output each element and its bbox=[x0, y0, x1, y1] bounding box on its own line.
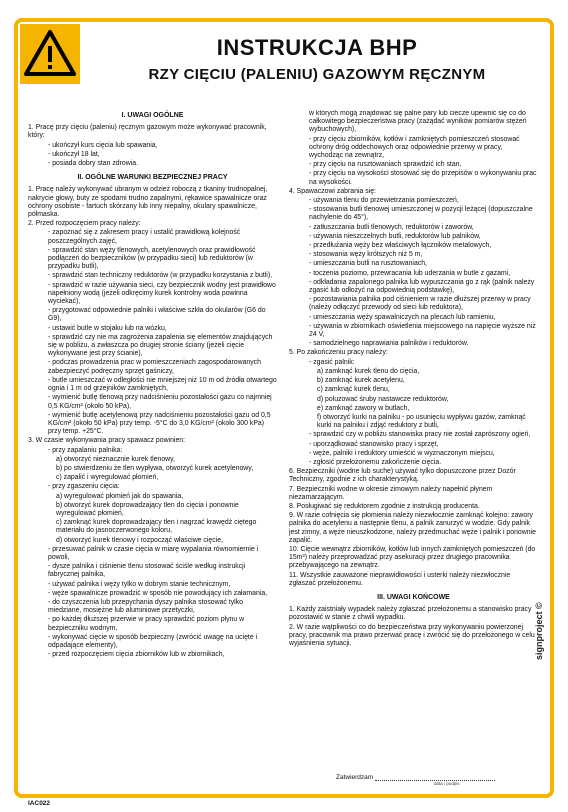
list-subitem: - umieszczania butli na rusztowaniach, bbox=[309, 260, 427, 268]
list-subitem: - przy cięciu na wysokości stosować się do przepisów o wykonywaniu prac na wysokości. bbox=[309, 170, 537, 186]
list-item: 11. Wszystkie zauważone nieprawidłowości i usterki należy niezwłocznie zgłaszać przełożonemu. bbox=[289, 571, 511, 587]
list-subitem: - przy cięciu na rusztowaniach sprawdzić ich stan, bbox=[309, 161, 462, 169]
list-subitem: - zapoznać się z zakresem pracy i ustalić prawidłową kolejność poszczególnych zajęć, bbox=[48, 229, 241, 245]
list-subitem: - po każdej dłuższej przerwie w pracy sprawdzić poziom płynu w bezpieczniku wodnym, bbox=[48, 616, 245, 632]
list-item: 5. Po zakończeniu pracy należy: bbox=[289, 349, 388, 357]
list-item: 4. Spawaczowi zabrania się: bbox=[289, 187, 376, 195]
list-subsubitem: e) zamknąć zawory w butlach, bbox=[317, 404, 410, 412]
list-subsubitem: b) otworzyć kurek doprowadzający tlen do cięcia i ponownie wyregulować płomień, bbox=[56, 501, 239, 517]
list-subsubitem: d) otworzyć kurek tlenowy i rozpocząć właściwe cięcie, bbox=[56, 536, 223, 544]
list-subitem: - sprawdzić w razie używania sieci, czy bezpiecznik wodny jest prawidłowo napełniony wodą (jeżeli odkręcimy kurek kontrolny woda powinna wyciekać), bbox=[48, 281, 276, 306]
list-subitem: - przedłużania węży bez właściwych łączników metalowych, bbox=[309, 242, 492, 250]
list-subitem: - przygotować odpowiednie palniki i właściwe szkła do okularów (G6 do G9), bbox=[48, 307, 266, 323]
list-subsubitem: a) zamknąć kurek tlenu do cięcia, bbox=[317, 367, 420, 375]
list-subitem: - używania nieszczelnych butli, reduktorów lub palników, bbox=[309, 232, 481, 240]
list-subitem: - sprawdzić stan węży tlenowych, acetylenowych oraz prawidłowość podłączeń do bezpieczników (w przypadku sieci) lub reduktorów (w przypadku butli), bbox=[48, 246, 256, 271]
list-subitem: - odkładania zapalonego palnika lub wypuszczania go z rąk (palnik należy zgasić lub odłożyć na odpowiednią podstawkę), bbox=[309, 278, 535, 295]
brand-label: signproject © bbox=[534, 602, 544, 660]
list-subsubitem: b) po stwierdzeniu że tlen wypływa, otworzyć kurek acetylenowy, bbox=[56, 464, 254, 472]
warning-triangle-icon bbox=[20, 24, 80, 84]
list-subsubitem: c) zamknąć kurek doprowadzający tlen i nagrzać krawędź ciętego materiału do jasnoczerwonego koloru, bbox=[56, 519, 257, 535]
signature-block bbox=[336, 774, 528, 786]
section-heading: I. UWAGI OGÓLNE bbox=[121, 112, 184, 119]
document-code: IAC022 bbox=[28, 800, 51, 807]
list-subitem: - przy cięciu zbiorników, kotłów i zamkniętych pomieszczeń stosować ochrony dróg oddechowych oraz odpowiednie przerwy w pracy, wychodząc na zewnątrz, bbox=[309, 135, 520, 160]
left-column bbox=[28, 110, 277, 762]
list-subitem: - dysze palnika i ciśnienie tlenu stosować ściśle według instrukcji fabrycznej palnika, bbox=[48, 563, 246, 579]
list-item: 1. Każdy zaistniały wypadek należy zgłaszać przełożonemu a stanowisko pracy pozostawić w stanie z chwili wypadku. bbox=[289, 606, 532, 622]
list-subitem: - umieszczania węży spawalniczych na plecach lub ramieniu, bbox=[309, 313, 496, 321]
list-subitem: w których mogą znajdować się palne pary lub ciecze upewnić się co do całkowitego bezpieczeństwa pracy (zażądać wyników pomiarów stężeń wybuchowych), bbox=[309, 110, 527, 134]
section-heading: III. UWAGI KOŃCOWE bbox=[377, 593, 450, 601]
right-column bbox=[289, 110, 538, 762]
signature-label: Zatwierdzam bbox=[336, 774, 374, 781]
list-subitem: - przy zapalaniu palnika: bbox=[48, 446, 123, 454]
list-subitem: - wymienić butlę acetylenową przy nadciśnieniu pozostałości gazu od 0,5 KG/cm² (około 50 kPa) przy temp. -5°C do 3,0 KG/cm² (około 300 kPa) przy temp. +25°C. bbox=[48, 411, 271, 436]
list-subitem: - stosowania węży krótszych niż 5 m, bbox=[309, 251, 423, 259]
list-subitem: - stosowania butli tlenowej umieszczonej w pozycji leżącej (dopuszczalne nachylenie do 45°), bbox=[309, 206, 533, 222]
list-subitem: - uporządkować stanowisko pracy i sprzęt, bbox=[309, 440, 439, 448]
document-title: INSTRUKCJA BHP bbox=[216, 35, 418, 60]
content-columns bbox=[28, 110, 538, 762]
document-subtitle: RZY CIĘCIU (PALENIU) GAZOWYM RĘCZNYM bbox=[148, 66, 486, 83]
list-subitem: - wymienić butlę tlenową przy nadciśnieniu pozostałości gazu co najmniej 0,5 KG/cm² (około 50 kPa), bbox=[48, 394, 272, 410]
list-subitem: - używania tlenu do przewietrzania pomieszczeń, bbox=[309, 197, 459, 205]
list-subitem: - pozostawiania palnika pod ciśnieniem w razie dłuższej przerwy w pracy (należy odłączyć przewody od sieci lub reduktora), bbox=[309, 296, 531, 312]
list-subsubitem: a) wyregulować płomień jak do spawania, bbox=[56, 492, 184, 500]
signature-note: data i podpis bbox=[434, 781, 460, 786]
list-subitem: - wykonywać cięcie w sposób bezpieczny (zwrócić uwagę na ucięte i odpadające elementy), bbox=[48, 633, 258, 649]
list-subitem: - sprawdzić stan techniczny reduktorów (w przypadku korzystania z butli), bbox=[48, 272, 273, 280]
list-subitem: - ustawić butle w stojaku lub na wózku, bbox=[48, 324, 167, 332]
list-subitem: - ukończył 18 lat, bbox=[48, 150, 100, 158]
list-subitem: - zgasić palnik: bbox=[309, 358, 355, 366]
list-subsubitem: d) poluzować śruby nastawcze reduktorów, bbox=[317, 395, 449, 403]
list-subitem: - przy zgaszeniu cięcia: bbox=[48, 483, 120, 491]
list-subitem: - posiada dobry stan zdrowia. bbox=[48, 160, 139, 168]
list-subitem: - toczenia poziomo, przewracania lub uderzania w butle z gazami, bbox=[309, 269, 511, 277]
list-subitem: - używać palnika i węży tylko w dobrym stanie technicznym, bbox=[48, 580, 231, 588]
list-item: 7. Bezpieczniki wodne w okresie zimowym należy napełnić płynem niezamarzającym. bbox=[289, 485, 493, 501]
warning-sign bbox=[20, 24, 80, 84]
list-item: 9. W razie cofnięcia się płomienia należy niezwłocznie zamknąć kolejno: zawory palnika do acetylenu a następnie tlenu, a palnik zanurzyć w wodzie. Gdy palnik jest zimny, a węże nieuszkodzone, należy przedmuchać węże i palnik i ponownie zapalić. bbox=[289, 512, 536, 544]
list-item: 6. Bezpieczniki (wodne lub suche) używać tylko dopuszczone przez Dozór Techniczny, zgodnie z ich charakterystyką. bbox=[289, 468, 516, 484]
list-item: 3. W czasie wykonywania pracy spawacz powinien: bbox=[28, 437, 186, 445]
list-subsubitem: c) zapalić i wyregulować płomień, bbox=[56, 474, 159, 482]
list-subsubitem: c) zamknąć kurek tlenu, bbox=[317, 386, 390, 394]
list-subitem: - przesuwać palnik w czasie cięcia w miarę wypalania równomiernie i powoli, bbox=[48, 545, 259, 561]
list-subitem: - węże, palniki i reduktory umieścić w wyznaczonym miejscu, bbox=[309, 449, 495, 457]
list-item: 1. Pracę należy wykonywać ubranym w odzież roboczą z tkaniny trudnopalnej, nakrycie głowy, buty ze spodami trudno zapalnymi, rękawice spawalnicze oraz ochrony osobiste - fartuch skórzany lub inny niepalny, okulary spawalnicze, półmaska. bbox=[28, 186, 268, 219]
list-subitem: - samodzielnego naprawiania palników i reduktorów. bbox=[309, 340, 469, 348]
list-subitem: - ukończył kurs cięcia lub spawania, bbox=[48, 141, 158, 149]
list-subitem: - sprawdzić czy w pobliżu stanowiska pracy nie został zaprószony ogień, bbox=[309, 431, 531, 439]
list-subitem: - butle umieszczać w odległości nie mniejszej niż 10 m od źródła otwartego ognia i 1 m od grzejników zamkniętych, bbox=[48, 376, 277, 393]
list-subitem: - do czyszczenia lub przepychania dyszy palnika stosować tylko miedziane, mosiężne lub aluminiowe przetyczki, bbox=[48, 598, 243, 615]
list-subsubitem: b) zamknąć kurek acetylenu, bbox=[317, 377, 405, 385]
list-subitem: - przed rozpoczęciem cięcia zbiorników lub w zbiornikach, bbox=[48, 651, 225, 659]
list-item: 2. Przed rozpoczęciem pracy należy: bbox=[28, 220, 141, 228]
list-item: 2. W razie wątpliwości co do bezpieczeństwa przy wykonywaniu powierzonej pracy, pracownik ma prawo przerwać pracę i zwrócić się do przełożonego w celu wyjaśnienia sytuacji. bbox=[289, 623, 535, 647]
list-item: 8. Posługiwać się reduktorem zgodnie z instrukcją producenta. bbox=[289, 502, 480, 510]
list-subitem: - zatłuszczania butli tlenowych, reduktorów i zaworów, bbox=[309, 223, 474, 231]
list-subitem: - używania w zbiornikach oświetlenia miejscowego na napięcie wyższe niż 24 V, bbox=[309, 322, 536, 339]
header bbox=[92, 36, 542, 83]
section-heading: II. OGÓLNE WARUNKI BEZPIECZNEJ PRACY bbox=[77, 174, 228, 182]
list-subsubitem: a) otworzyć nieznacznie kurek tlenowy, bbox=[56, 455, 175, 463]
list-subsubitem: f) otworzyć kurki na palniku - po usunięciu wypływu gazów, zamknąć kurki na palniku i zdjąć reduktory z butli, bbox=[317, 413, 526, 430]
list-item: 10. Cięcie wewnątrz zbiorników, kotłów lub innych zamkniętych pomieszczeń (do 15m³) należy przeprowadzać przy asekuracji przez drugiego pracownika przebywającego na zewnątrz. bbox=[289, 545, 536, 570]
list-subitem: - podczas prowadzenia prac w pomieszczeniach zagospodarowanych zabezpieczyć podręczny sprzęt gaśniczy, bbox=[48, 359, 261, 375]
list-subitem: - węże spawalnicze prowadzić w sposób nie powodujący ich załamania, bbox=[48, 589, 268, 597]
list-subitem: - zgłosić przełożonemu zakończenie cięcia. bbox=[309, 458, 442, 466]
list-item: 1. Pracę przy cięciu (paleniu) ręcznym gazowym może wykonywać pracownik, który: bbox=[28, 124, 267, 140]
list-subitem: - sprawdzić czy nie ma zagrożenia zapalenia się elementów znajdujących się w pobliżu, a zwłaszcza po drugiej stronie ściany (jeżeli cięcie wykonywane jest przy ścianie), bbox=[48, 333, 273, 358]
